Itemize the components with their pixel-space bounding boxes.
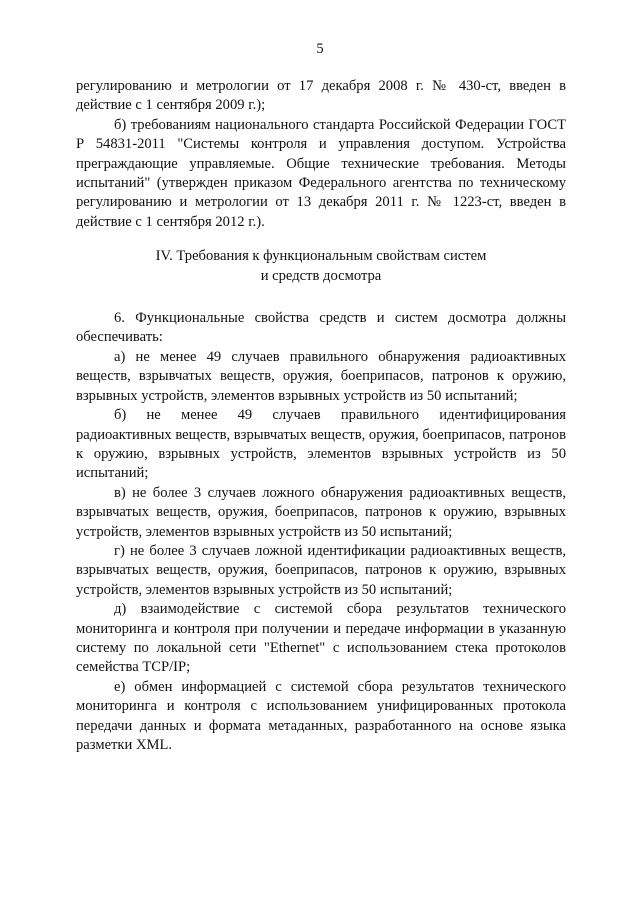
- document-body: [76, 77, 566, 755]
- section-heading-line-1: IV. Требования к функциональным свойствам систем: [155, 248, 487, 265]
- section-heading: [76, 247, 566, 286]
- list-item-d: д) взаимодействие с системой сбора результатов технического мониторинга и контроля при получении и передаче информации в указанную систему по локальной сети "Ethernet" с использованием стека протоколов семейства TCP/IP;: [76, 601, 566, 676]
- list-item-a: а) не менее 49 случаев правильного обнаружения радиоактивных веществ, взрывчатых веществ, оружия, боеприпасов, патронов к оружию, взрывных устройств, элементов взрывных устройств из 50 испытаний;: [76, 348, 566, 404]
- section-heading-line-2: и средств досмотра: [260, 267, 382, 284]
- paragraph-6-intro: 6. Функциональные свойства средств и систем досмотра должны обеспечивать:: [76, 310, 566, 346]
- page-number: 5: [316, 41, 324, 57]
- list-item-g: г) не более 3 случаев ложной идентификации радиоактивных веществ, взрывчатых веществ, оружия, боеприпасов, патронов к оружию, взрывных устройств, элементов взрывных устройств из 50 испытаний;: [76, 542, 566, 598]
- paragraph-continuation: регулированию и метрологии от 17 декабря 2008 г. № 430-ст, введен в действие с 1 сентября 2009 г.);: [76, 78, 566, 114]
- list-item-b: б) не менее 49 случаев правильного идентифицирования радиоактивных веществ, взрывчатых веществ, оружия, боеприпасов, патронов к оружию, взрывных устройств, элементов взрывных устройств из 50 испытаний;: [76, 407, 566, 482]
- list-item-e: е) обмен информацией с системой сбора результатов технического мониторинга и контроля с использованием унифицированных протокола передачи данных и формата метаданных, разработанного на основе языка разметки XML.: [76, 678, 566, 753]
- list-item-v: в) не более 3 случаев ложного обнаружения радиоактивных веществ, взрывчатых веществ, оружия, боеприпасов, патронов к оружию, взрывных устройств, элементов взрывных устройств из 50 испытаний;: [76, 484, 566, 540]
- paragraph-item-b-gost: б) требованиям национального стандарта Российской Федерации ГОСТ Р 54831-2011 "Системы контроля и управления доступом. Устройства преграждающие управляемые. Общие технические требования. Методы испытаний" (утвержден приказом Федерального агентства по техническому регулированию и метрологии от 13 декабря 2011 г. № 1223-ст, введен в действие с 1 сентября 2012 г.).: [76, 116, 566, 230]
